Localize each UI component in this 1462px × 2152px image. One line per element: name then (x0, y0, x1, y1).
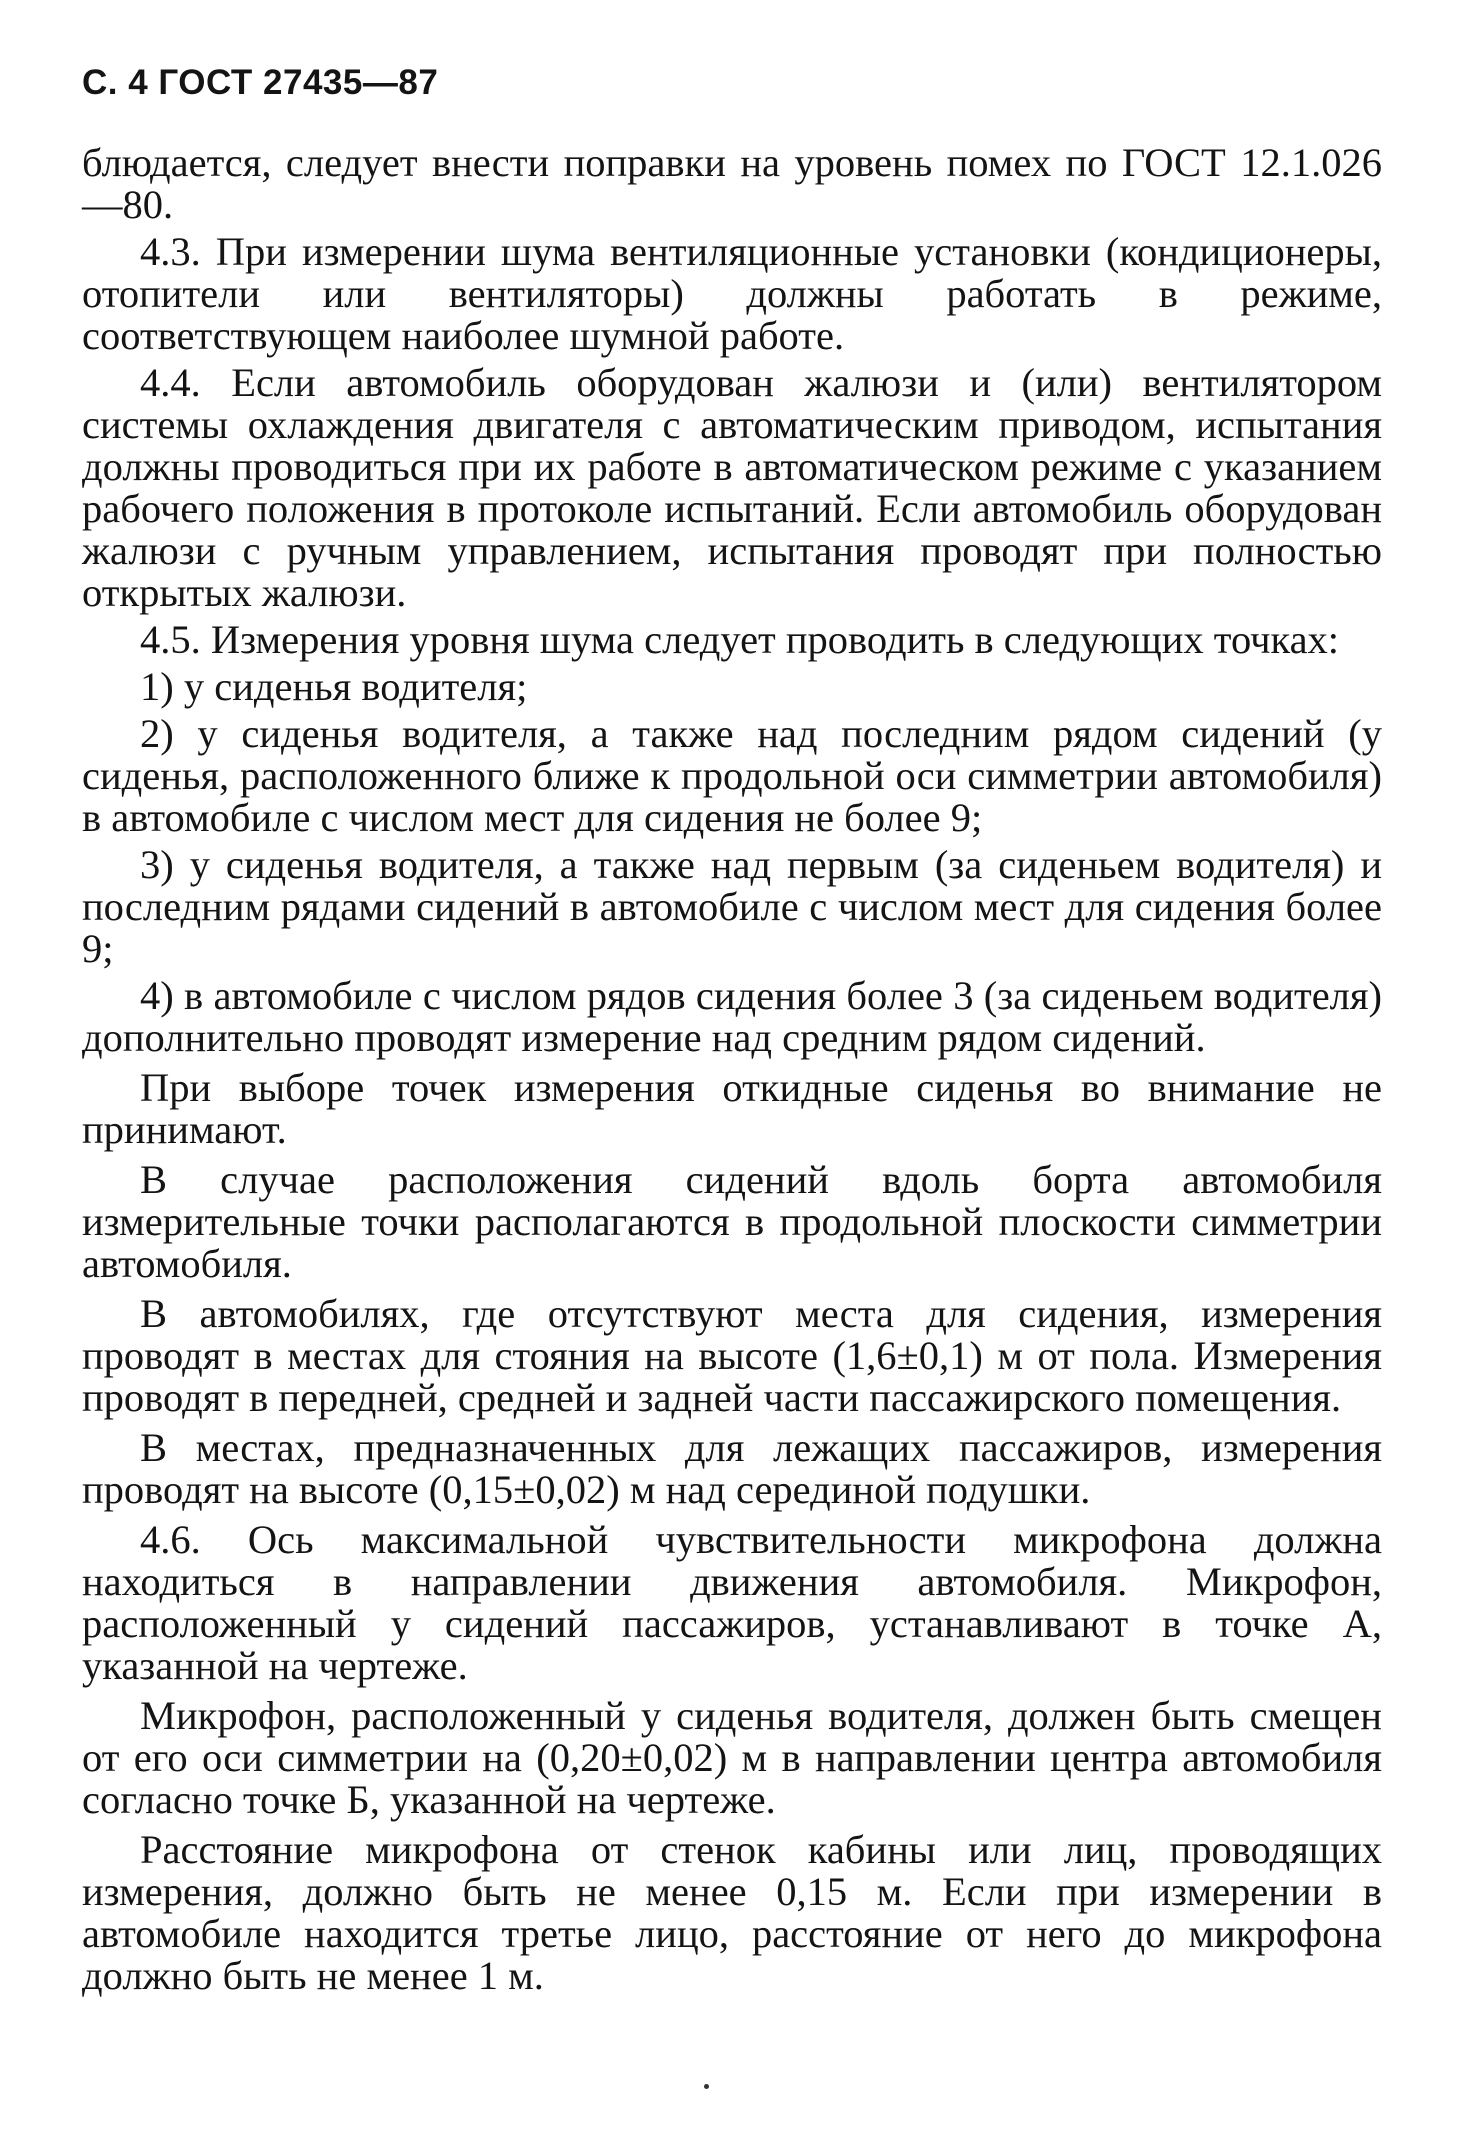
paragraph-standing-places: В автомобилях, где отсутствуют места для сидения, измерения проводят в местах для стояния на высоте (1,6±0,1) м от пола. Измерения проводят в передней, средней и задней части пассажирского помещения. (82, 1291, 1382, 1420)
paragraph-continuation: блюдается, следует внести поправки на уровень помех по ГОСТ 12.1.026—80. (82, 140, 1382, 227)
list-item-3: 3) у сиденья водителя, а также над первым (за сиденьем водителя) и последним рядами сидений в автомобиле с числом мест для сидения более 9; (82, 842, 1382, 971)
scan-speck (704, 2084, 709, 2089)
list-item-1: 1) у сиденья водителя; (140, 664, 528, 709)
document-page (82, 50, 1382, 2100)
body-text (82, 142, 1382, 1997)
paragraph-side-seats: В случае расположения сидений вдоль борта автомобиля измерительные точки располагаются в продольной плоскости симметрии автомобиля. (82, 1157, 1382, 1286)
list-item-2: 2) у сиденья водителя, а также над последним рядом сидений (у сиденья, расположенного ближе к продольной оси симметрии автомобиля) в автомобиле с числом мест для сидения не более 9; (82, 711, 1382, 840)
paragraph-4-6: 4.6. Ось максимальной чувствительности микрофона должна находиться в направлении движения автомобиля. Микрофон, расположенный у сидений пассажиров, устанавливают в точке А, указанной на чертеже. (82, 1517, 1382, 1688)
paragraph-4-5: 4.5. Измерения уровня шума следует проводить в следующих точках: (140, 617, 1340, 662)
paragraph-driver-microphone: Микрофон, расположенный у сиденья водителя, должен быть смещен от его оси симметрии на (0,20±0,02) м в направлении центра автомобиля согласно точке Б, указанной на чертеже. (82, 1693, 1382, 1822)
paragraph-folding-seats: При выборе точек измерения откидные сиденья во внимание не принимают. (82, 1065, 1382, 1152)
running-head: С. 4 ГОСТ 27435—87 (82, 63, 439, 102)
paragraph-lying-passengers: В местах, предназначенных для лежащих пассажиров, измерения проводят на высоте (0,15±0,02) м над серединой подушки. (82, 1425, 1382, 1512)
paragraph-microphone-distance: Расстояние микрофона от стенок кабины или лиц, проводящих измерения, должно быть не менее 0,15 м. Если при измерении в автомобиле находится третье лицо, расстояние от него до микрофона должно быть не менее 1 м. (82, 1827, 1382, 1998)
paragraph-4-3: 4.3. При измерении шума вентиляционные установки (кондиционеры, отопители или вентиляторы) должны работать в режиме, соответствующем наиболее шумной работе. (82, 229, 1382, 358)
list-item-4: 4) в автомобиле с числом рядов сидения более 3 (за сиденьем водителя) дополнительно проводят измерение над средним рядом сидений. (82, 973, 1382, 1060)
paragraph-4-4: 4.4. Если автомобиль оборудован жалюзи и (или) вентилятором системы охлаждения двигателя с автоматическим приводом, испытания должны проводиться при их работе в автоматическом режиме с указанием рабочего положения в протоколе испытаний. Если автомобиль оборудован жалюзи с ручным управлением, испытания проводят при полностью открытых жалюзи. (82, 360, 1382, 615)
